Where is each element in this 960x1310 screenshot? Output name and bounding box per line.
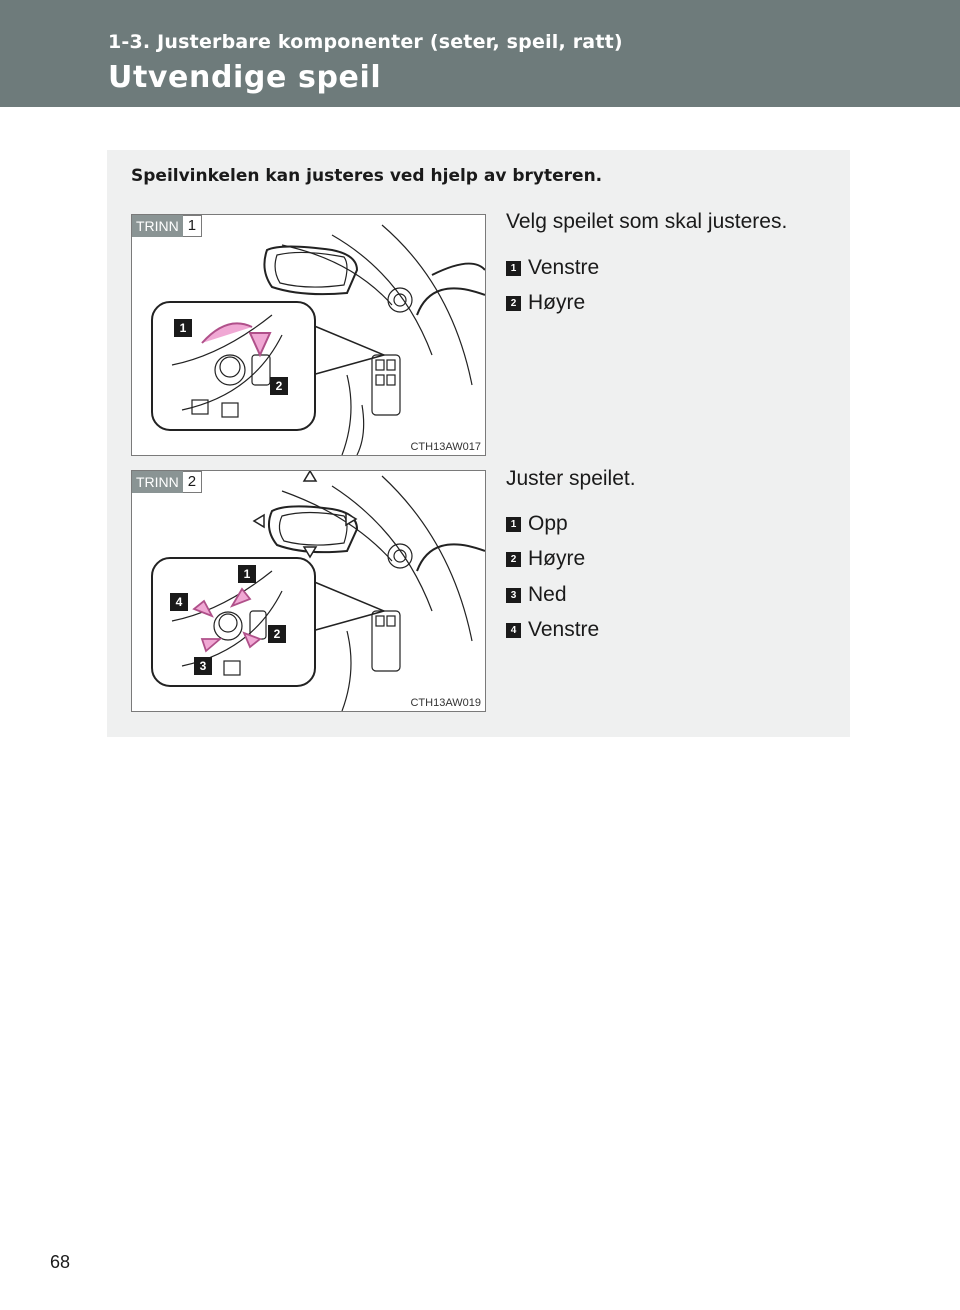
callout-badge-4: 4 [170, 593, 188, 611]
figure-code: CTH13AW017 [410, 441, 481, 453]
page-number: 68 [50, 1252, 71, 1272]
number-badge: 4 [506, 623, 521, 638]
mirror-adjust-illustration [132, 471, 485, 711]
page-title: Utvendige speil [108, 60, 382, 95]
step-2-figure [131, 470, 486, 712]
list-item: 1 Opp [506, 512, 568, 536]
number-badge: 2 [506, 552, 521, 567]
callout-badge-1: 1 [238, 565, 256, 583]
number-badge: 3 [506, 588, 521, 603]
list-item: 4 Venstre [506, 618, 599, 642]
intro-text: Speilvinkelen kan justeres ved hjelp av bryteren. [131, 166, 603, 186]
list-item: 2 Høyre [506, 291, 585, 315]
list-item: 2 Høyre [506, 547, 585, 571]
section-title: 1-3. Justerbare komponenter (seter, speil, ratt) [108, 31, 623, 53]
step-1-figure [131, 214, 486, 456]
callout-badge-2: 2 [270, 377, 288, 395]
number-badge: 1 [506, 261, 521, 276]
list-item: 1 Venstre [506, 256, 599, 280]
list-item: 3 Ned [506, 583, 567, 607]
page-header [0, 0, 960, 107]
callout-badge-3: 3 [194, 657, 212, 675]
callout-badge-2: 2 [268, 625, 286, 643]
step-2-text: Juster speilet. [506, 467, 636, 490]
callout-badge-1: 1 [174, 319, 192, 337]
step-2-tag: TRINN 2 [132, 471, 202, 493]
step-1-text: Velg speilet som skal justeres. [506, 210, 788, 233]
number-badge: 2 [506, 296, 521, 311]
number-badge: 1 [506, 517, 521, 532]
figure-code: CTH13AW019 [410, 697, 481, 709]
step-1-tag: TRINN 1 [132, 215, 202, 237]
